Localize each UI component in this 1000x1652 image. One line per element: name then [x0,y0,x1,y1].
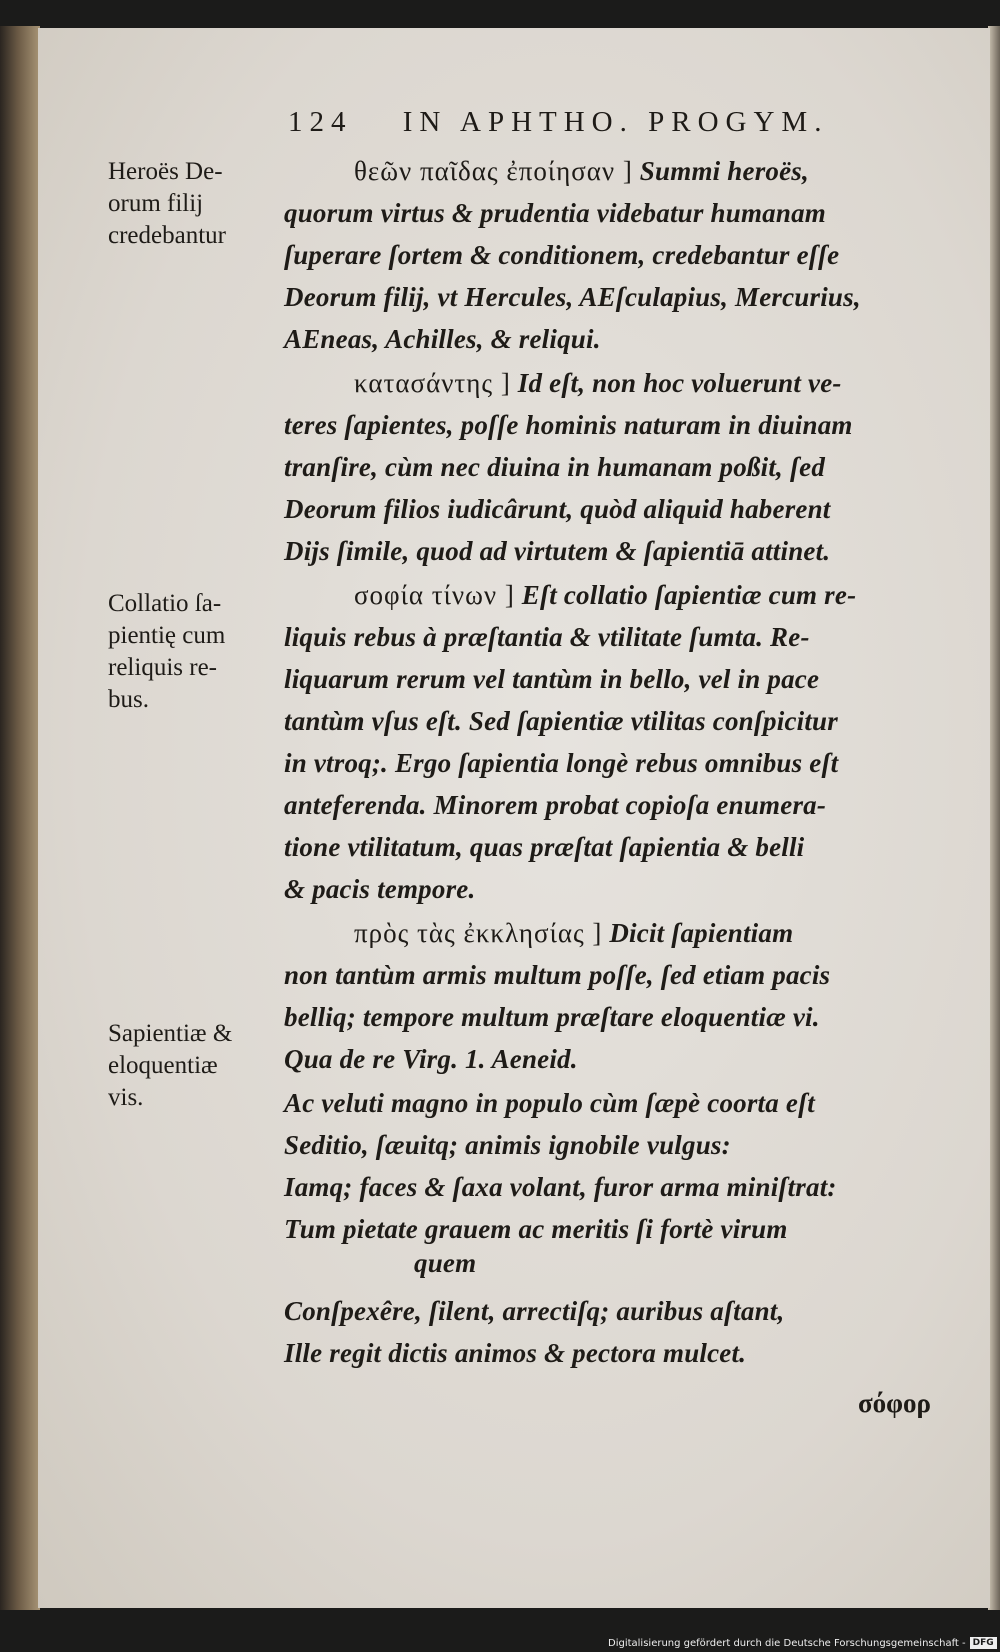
body-text: non tantùm armis multum poſſe, ſed etiam pacis [284,960,831,990]
body-line [284,192,976,234]
book-page [38,28,990,1608]
digitization-credit [608,1634,1000,1652]
body-text: tione vtilitatum, quas præſtat ſapientia & belli [284,832,805,862]
verse-line [284,1082,976,1124]
greek-lemma: θεῶν παῖδας ἐποίησαν ] [354,156,633,186]
body-line [284,276,976,318]
margin-note-line: Sapientiæ & [108,1020,233,1047]
verse-line [284,1166,976,1208]
margin-note-line: credebantur [108,222,226,249]
body-text: Deorum filij, vt Hercules, AEſculapius, Mercurius, [284,282,861,312]
body-text: Deorum filios iudicârunt, quòd aliquid haberent [284,494,831,524]
margin-note-collatio [108,588,284,716]
body-line [284,318,976,360]
body-line [284,912,976,954]
greek-lemma: πρὸς τὰς ἐκκλησίας ] [354,918,603,948]
body-line [284,616,976,658]
body-line [284,658,976,700]
running-header [288,106,948,146]
body-text: AEneas, Achilles, & reliqui. [284,324,601,354]
book-edge-left [0,26,40,1610]
greek-lemma: κατασάντης ] [354,368,511,398]
body-line [284,530,976,572]
margin-note-line: bus. [108,686,149,713]
body-text: belliq; tempore multum præſtare eloquentiæ vi. [284,1002,820,1032]
greek-lemma: σοφία τίνων ] [354,580,515,610]
body-text: Ille regit dictis animos & pectora mulcet. [284,1338,747,1368]
margin-note-sapientia [108,1018,284,1114]
body-text: Dicit ſapientiam [602,918,794,948]
body-line [284,1038,976,1080]
margin-note-line: Collatio ſa- [108,590,222,617]
catchword: σόφορ [858,1388,931,1418]
body-text: Dijs ſimile, quod ad virtutem & ſapientiā attinet. [284,536,831,566]
margin-note-line: Heroës De- [108,158,223,185]
body-line [284,150,976,192]
body-text: quem [414,1248,477,1278]
margin-note-line: eloquentiæ [108,1052,218,1079]
verse-line [284,1242,976,1284]
body-line [284,742,976,784]
body-line [284,404,976,446]
body-text: anteferenda. Minorem probat copioſa enumera- [284,790,827,820]
body-text: & pacis tempore. [284,874,476,904]
body-line [284,488,976,530]
body-text: in vtroq;. Ergo ſapientia longè rebus omnibus eſt [284,748,839,778]
margin-note-line: vis. [108,1084,144,1111]
body-text: quorum virtus & prudentia videbatur humanam [284,198,826,228]
body-line [284,784,976,826]
body-line [284,446,976,488]
body-text: Id eſt, non hoc voluerunt ve- [510,368,842,398]
verse-line [284,1332,976,1374]
body-text: teres ſapientes, poſſe hominis naturam in diuinam [284,410,853,440]
body-text: Iamq; faces & ſaxa volant, furor arma miniſtrat: [284,1172,837,1202]
body-line [284,954,976,996]
body-line [284,234,976,276]
margin-note-line: reliquis re- [108,654,217,681]
credit-text: Digitalisierung gefördert durch die Deutsche Forschungsgemeinschaft - [608,1637,966,1649]
body-text: Summi heroës, [632,156,809,186]
body-text: ſuperare ſortem & conditionem, credebantur eſſe [284,240,840,270]
verse-line [284,1124,976,1166]
body-text: tantùm vſus eſt. Sed ſapientiæ vtilitas conſpicitur [284,706,838,736]
body-text: Ac veluti magno in populo cùm ſæpè coorta eſt [284,1088,815,1118]
body-text: liquis rebus à præſtantia & vtilitate ſumta. Re- [284,622,810,652]
dfg-logo: DFG [970,1637,997,1649]
running-title: IN APHTHO. PROGYM. [402,106,829,138]
margin-note-line: orum filij [108,190,204,217]
body-line [284,826,976,868]
body-text: Conſpexêre, ſilent, arrectiſq; auribus aſtant, [284,1296,785,1326]
verse-line [284,1290,976,1332]
body-text: Qua de re Virg. 1. Aeneid. [284,1044,578,1074]
page-number: 124 [288,106,353,138]
body-line [284,574,976,616]
margin-note-line: pientię cum [108,622,226,649]
body-text: Eſt collatio ſapientiæ cum re- [514,580,857,610]
body-text: Seditio, ſæuitq; animis ignobile vulgus: [284,1130,731,1160]
body-text: tranſire, cùm nec diuina in humanam poßit, ſed [284,452,826,482]
body-text: liquarum rerum vel tantùm in bello, vel in pace [284,664,820,694]
body-line [284,700,976,742]
body-line [284,868,976,910]
margin-note-heroes [108,156,284,252]
body-line [284,362,976,404]
body-text: Tum pietate grauem ac meritis ſi fortè virum [284,1214,788,1244]
body-line [284,996,976,1038]
